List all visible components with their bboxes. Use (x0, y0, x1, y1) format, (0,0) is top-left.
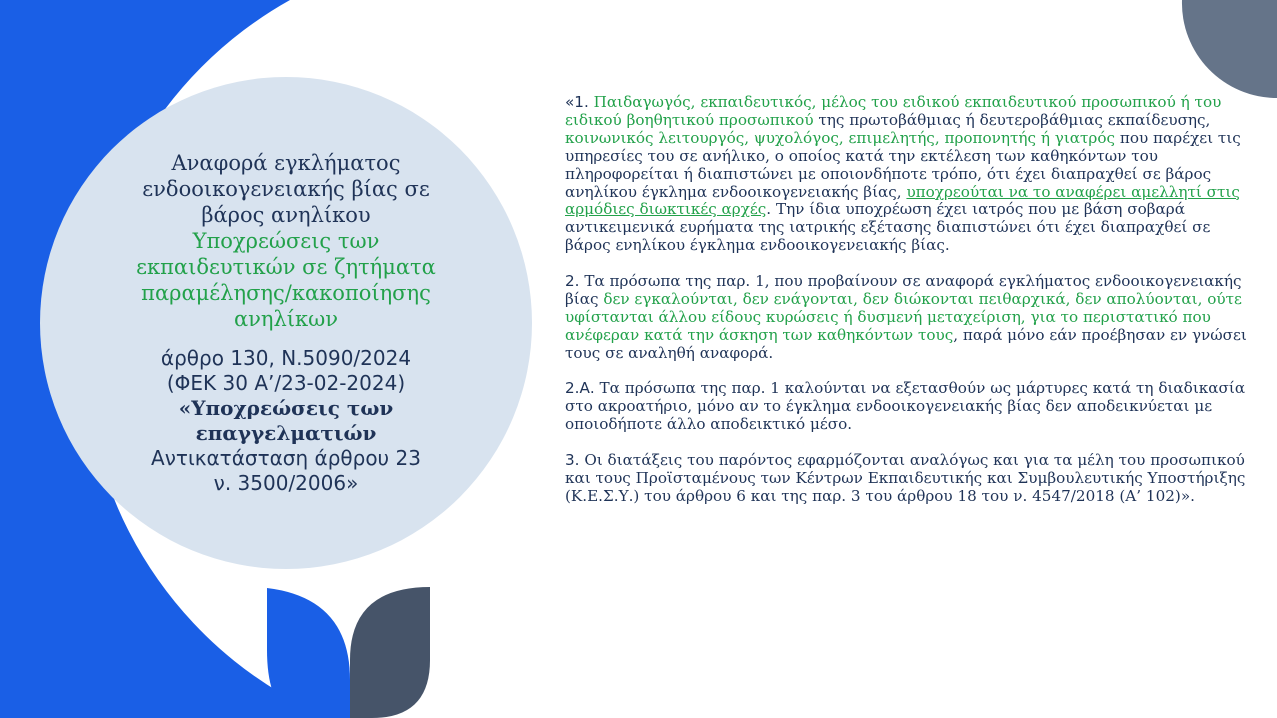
subtitle-line: παραμέλησης/κακοποίησης (141, 281, 431, 305)
body-text: Οι διατάξεις του παρόντος εφαρμόζονται αναλόγως και για τα μέλη του προσωπικού και τους Προϊσταμένους των Κέντρων Εκπαιδευτικής και Συμβουλευτικής Υποστήριξης (Κ.Ε.Σ.Υ.) του άρθρου 6 και της παρ. 3 του άρθρου 18 του ν. 4547/2018 (Α’ 102)». (565, 451, 1246, 505)
paragraph-4 (565, 452, 1255, 506)
subtitle-line: ανηλίκων (233, 307, 339, 331)
paragraph-1 (565, 94, 1255, 255)
body-text: Τα πρόσωπα της παρ. 1, που προβαίνουν σε αναφορά εγκλήματος ενδοοικογενειακής βίας (565, 272, 1242, 308)
subtitle-line: εκπαιδευτικών σε ζητήματα (136, 255, 436, 279)
paragraph-number: 2. (565, 272, 580, 291)
title-line: ενδοοικογενειακής βίας σε (142, 177, 430, 201)
highlighted-text: κοινωνικός λειτουργός, ψυχολόγος, επιμελητής, προπονητής ή γιατρός (565, 128, 1116, 147)
replace-line: ν. 3500/2006» (213, 471, 359, 495)
bold-line: «Υποχρεώσεις των (178, 396, 394, 420)
paragraph-3 (565, 380, 1255, 434)
paragraph-number: «1. (565, 93, 589, 111)
body-text: που παρέχει τις υπηρεσίες του σε ανήλικο, ο οποίος κατά την εκτέλεση των καθηκόντων του πληροφορείται ή διαπιστώνει με οποιονδήποτε τρόπο, ότι έχει διαπραχθεί σε βάρος ανηλίκου έγκλημα ενδοοικογενειακής βίας, (565, 128, 1241, 201)
highlighted-text: δεν εγκαλούνται, δεν ενάγονται, δεν διώκονται πειθαρχικά, δεν απολύονται, ούτε υφίστανται άλλου είδους κυρώσεις ή δυσμενή μεταχείριση, για το περιστατικό που ανέφεραν κατά την άσκηση των καθηκόντων τους (565, 289, 1242, 344)
paragraph-number: 2.Α. (565, 379, 595, 398)
law-line: (ΦΕΚ 30 Α’/23-02-2024) (166, 371, 406, 395)
body-text: . Την ίδια υποχρέωση έχει ιατρός που με βάση σοβαρά αντικειμενικά ευρήματα της ιατρικής εξέτασης διαπιστώνει ότι έχει διαπραχθεί σε βάρος ενηλίκου έγκλημα ενδοοικογενειακής βίας. (565, 200, 1211, 255)
body-text: της πρωτοβάθμιας ή δευτεροβάθμιας εκπαίδευσης, (818, 110, 1211, 129)
replace-line: Αντικατάσταση άρθρου 23 (151, 446, 421, 470)
article-text (565, 94, 1255, 524)
bold-line: επαγγελματιών (195, 421, 377, 445)
title-line: βάρος ανηλίκου (201, 203, 371, 227)
law-reference (151, 346, 421, 496)
dark-leaf-shape (350, 587, 430, 718)
blue-leaf-shape (267, 588, 350, 718)
law-line: άρθρο 130, Ν.5090/2024 (160, 346, 412, 370)
paragraph-2 (565, 273, 1255, 363)
body-text: Τα πρόσωπα της παρ. 1 καλούνται να εξετασθούν ως μάρτυρες κατά τη διαδικασία στο ακροατήριο, μόνο αν το έγκλημα ενδοοικογενειακής βίας δεν αποδεικνύεται με οποιοδήποτε άλλο αποδεικτικό μέσο. (565, 379, 1246, 434)
body-text: , παρά μόνο εάν προέβησαν εν γνώσει τους σε αναληθή αναφορά. (565, 325, 1247, 362)
top-right-quarter-circle (1182, 0, 1277, 98)
highlighted-text: Παιδαγωγός, εκπαιδευτικός, μέλος του ειδικού εκπαιδευτικού προσωπικού ή του ειδικού βοηθητικού προσωπικού (565, 93, 1222, 129)
panel-title (136, 150, 436, 332)
title-panel (40, 77, 532, 569)
paragraph-number: 3. (565, 451, 580, 470)
underlined-obligation: υποχρεούται να το αναφέρει αμελλητί στις αρμόδιες διωκτικές αρχές (565, 182, 1240, 219)
subtitle-line: Υποχρεώσεις των (192, 229, 380, 253)
title-line: Αναφορά εγκλήματος (171, 151, 401, 175)
